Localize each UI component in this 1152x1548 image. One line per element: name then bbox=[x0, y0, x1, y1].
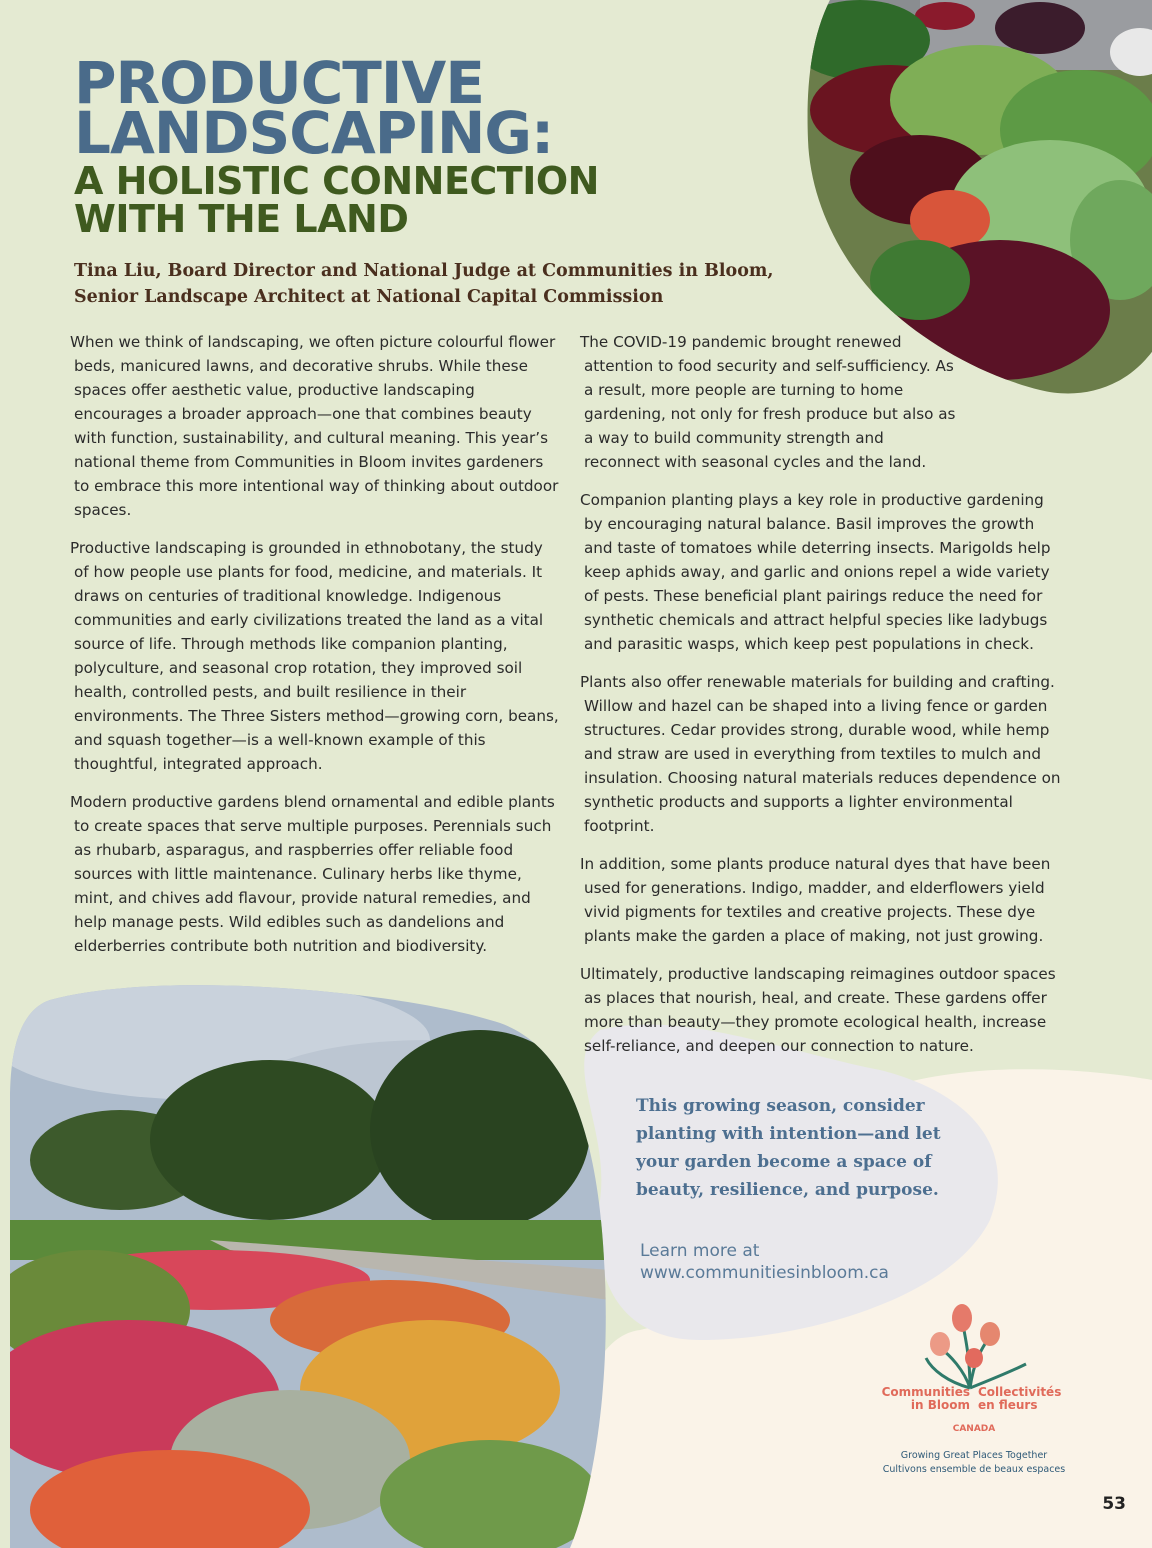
article-subtitle bbox=[74, 159, 599, 241]
paragraph: Productive landscaping is grounded in ethnobotany, the study of how people use plants for food, medicine, and materials. It draws on centuries of traditional knowledge. Indigenous communities and early civilizations treated the land as a vital source of life. Through methods like companion planting, polyculture, and seasonal crop rotation, they improved soil health, controlled pests, and built resilience in their environments. The Three Sisters method—growing corn, beans, and squash together—is a well-known example of this thoughtful, integrated approach. bbox=[70, 539, 559, 773]
page-number: 53 bbox=[1102, 1494, 1126, 1514]
logo-name-en: Communities in Bloom bbox=[881, 1385, 970, 1412]
right-column bbox=[580, 330, 1064, 1072]
article-title bbox=[74, 49, 554, 167]
communities-in-bloom-logo bbox=[870, 1300, 1070, 1480]
paragraph: The COVID-19 pandemic brought renewed attention to food security and self-sufficiency. As a result, more people are turning to home gardening, not only for fresh produce but also as a way to build community strength and reconnect with seasonal cycles and the land. bbox=[580, 333, 956, 471]
left-column bbox=[70, 330, 562, 972]
byline-line-1: Tina Liu, Board Director and National Judge at Communities in Bloom, bbox=[74, 261, 774, 281]
paragraph: Ultimately, productive landscaping reimagines outdoor spaces as places that nourish, heal, and create. These gardens offer more than beauty—they promote ecological health, increase self-reliance, and deepen our connection to nature. bbox=[580, 965, 1056, 1055]
logo-name-fr: Collectivités en fleurs bbox=[978, 1385, 1062, 1412]
paragraph: When we think of landscaping, we often picture colourful flower beds, manicured lawns, and decorative shrubs. While these spaces offer aesthetic value, productive landscaping encourages a broader approach—one that combines beauty with function, sustainability, and cultural meaning. This year’s national theme from Communities in Bloom invites gardeners to embrace this more intentional way of thinking about outdoor spaces. bbox=[70, 333, 559, 519]
title-line-1: PRODUCTIVE bbox=[74, 49, 484, 117]
subtitle-line-2: WITH THE LAND bbox=[74, 197, 409, 241]
paragraph: In addition, some plants produce natural dyes that have been used for generations. Indigo, madder, and elderflowers yield vivid pigments for textiles and creative projects. These dye plants make the garden a place of making, not just growing. bbox=[580, 855, 1051, 945]
title-line-2: LANDSCAPING: bbox=[74, 99, 554, 167]
logo-tagline-en: Growing Great Places Together bbox=[900, 1450, 1048, 1461]
paragraph: Companion planting plays a key role in productive gardening by encouraging natural balance. Basil improves the growth and taste of tomatoes while deterring insects. Marigolds help keep aphids away, and garlic and onions repel a wide variety of pests. These beneficial plant pairings reduce the need for synthetic chemicals and attract helpful species like ladybugs and parasitic wasps, which keep pest populations in check. bbox=[580, 491, 1051, 653]
byline-line-2: Senior Landscape Architect at National Capital Commission bbox=[74, 287, 664, 307]
website-link[interactable]: www.communitiesinbloom.ca bbox=[640, 1263, 889, 1283]
paragraph: Plants also offer renewable materials for building and crafting. Willow and hazel can be shaped into a living fence or garden structures. Cedar provides strong, durable wood, while hemp and straw are used in everything from textiles to mulch and insulation. Choosing natural materials reduces dependence on synthetic products and supports a lighter environmental footprint. bbox=[580, 673, 1061, 835]
logo-country: CANADA bbox=[952, 1424, 996, 1434]
learn-more bbox=[640, 1240, 889, 1284]
learn-more-label: Learn more at bbox=[640, 1241, 760, 1261]
pull-quote: This growing season, consider planting with intention—and let your garden become a space of beauty, resilience, and purpose. bbox=[636, 1096, 941, 1200]
tulip-icon bbox=[870, 1300, 1070, 1390]
paragraph: Modern productive gardens blend ornamental and edible plants to create spaces that serve multiple purposes. Perennials such as rhubarb, asparagus, and raspberries offer reliable food sources with little maintenance. Culinary herbs like thyme, mint, and chives add flavour, provide natural remedies, and help manage pests. Wild edibles such as dandelions and elderberries contribute both nutrition and biodiversity. bbox=[70, 793, 555, 955]
subtitle-line-1: A HOLISTIC CONNECTION bbox=[74, 159, 599, 203]
logo-tagline-fr: Cultivons ensemble de beaux espaces bbox=[882, 1464, 1066, 1475]
flower-garden-photo bbox=[10, 980, 610, 1548]
author-byline bbox=[74, 258, 774, 310]
